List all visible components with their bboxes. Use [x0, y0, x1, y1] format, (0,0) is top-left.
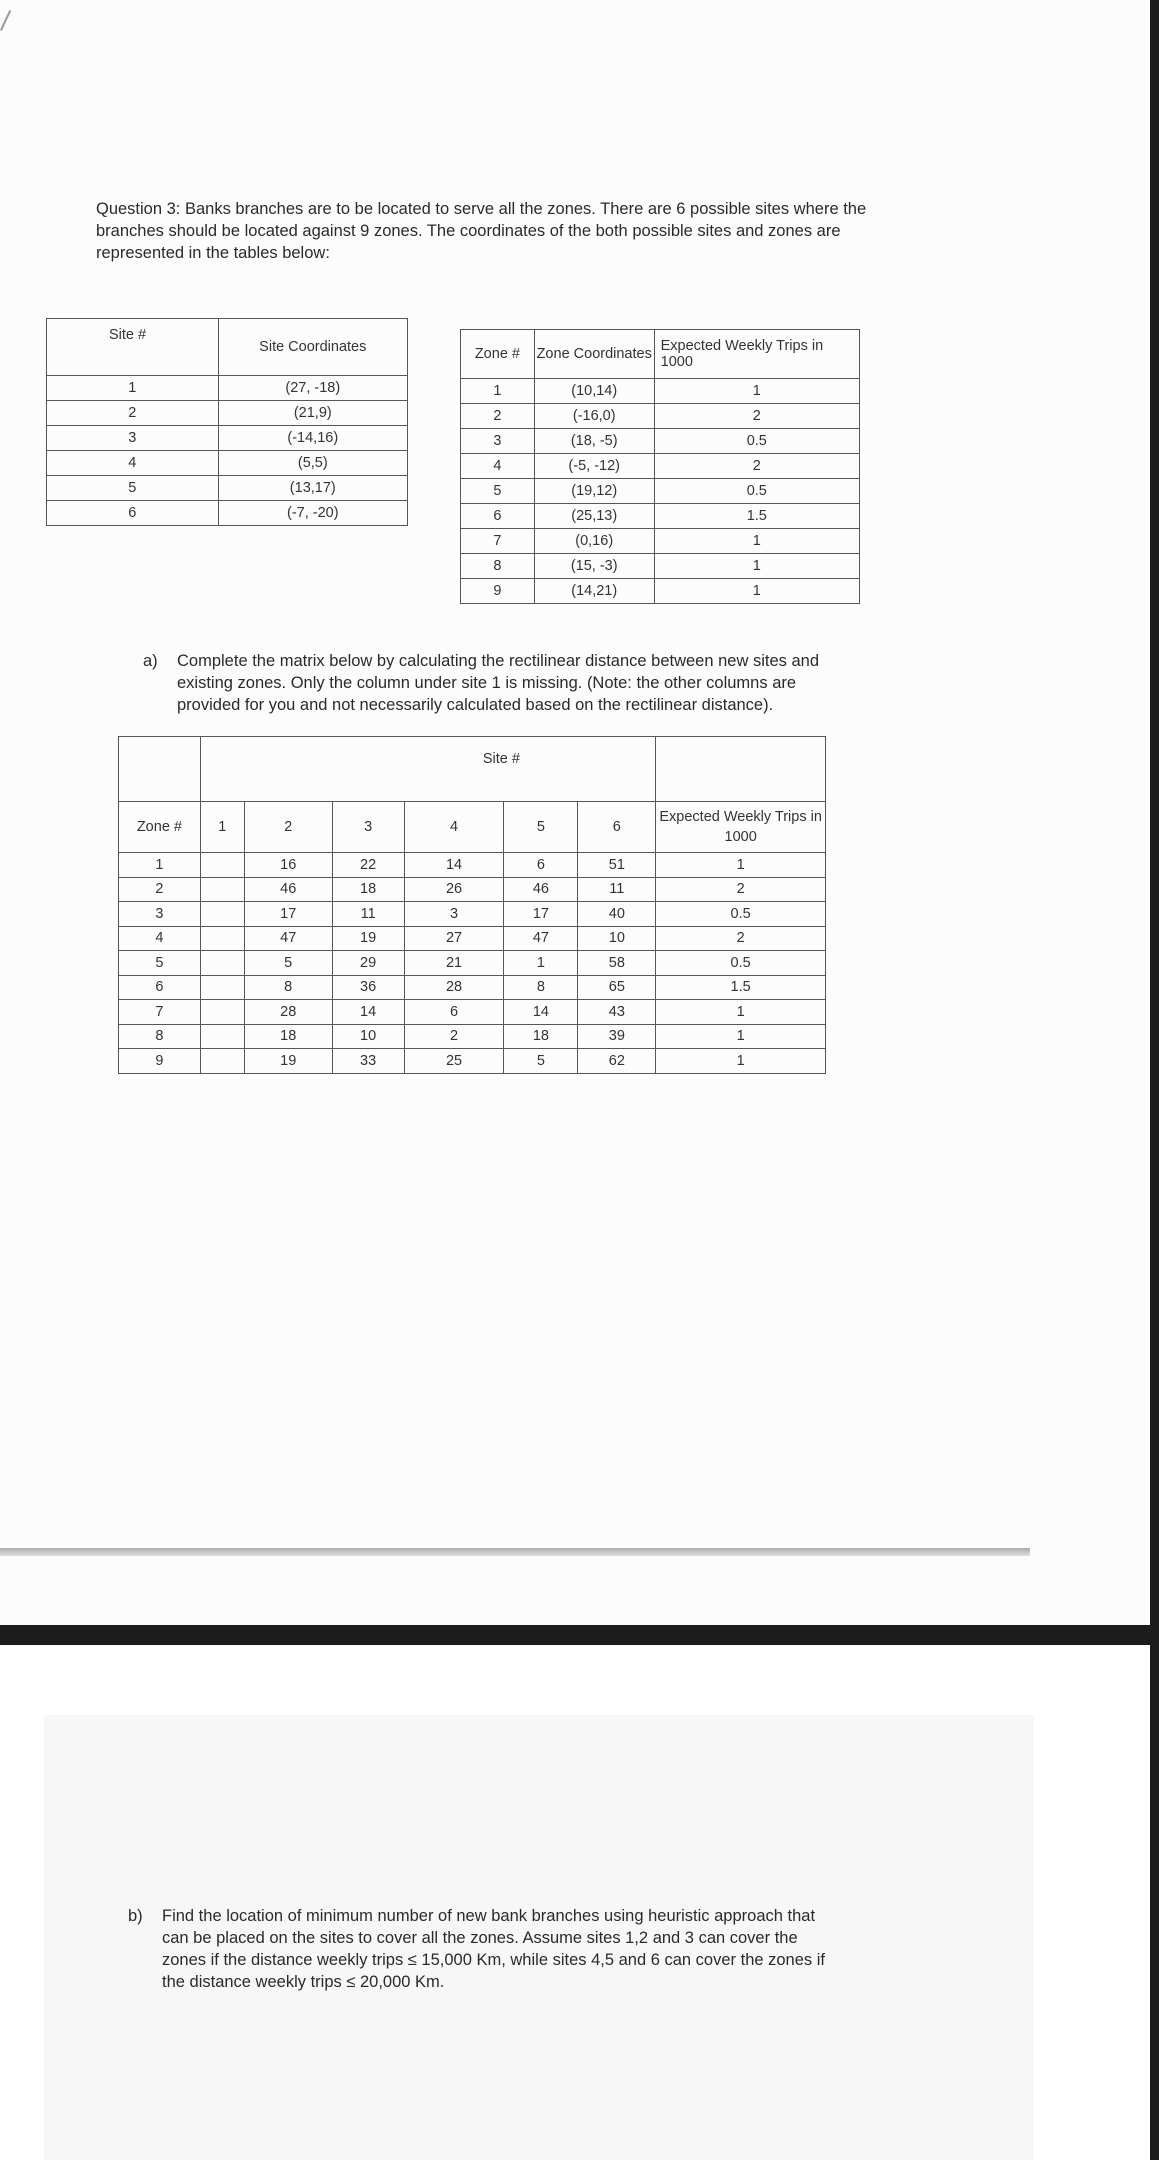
expected-trips: 1 [656, 853, 826, 878]
table-header-row [461, 330, 860, 379]
zone-number: 4 [119, 926, 201, 951]
distance-cell: 10 [332, 1024, 404, 1049]
zone-number: 6 [461, 504, 535, 529]
matrix-corner-cell [119, 737, 201, 802]
expected-trips: 0.5 [656, 902, 826, 927]
zone-number: 7 [119, 1000, 201, 1025]
distance-cell: 18 [332, 877, 404, 902]
distance-cell: 58 [578, 951, 656, 976]
site-number-header: Site # [47, 319, 219, 376]
site-coordinates: (27, -18) [218, 376, 407, 401]
table-header-row [119, 802, 826, 853]
distance-cell: 28 [244, 1000, 332, 1025]
distance-cell: 14 [332, 1000, 404, 1025]
table-row [461, 479, 860, 504]
distance-cell: 65 [578, 975, 656, 1000]
question-title: Question 3: Banks branches are to be located to serve all the zones. There are 6 possible sites where the branches should be located against 9 zones. The coordinates of the both possible sites and zones are represented in the tables below: [96, 200, 867, 262]
zone-number: 3 [461, 429, 535, 454]
distance-cell[interactable] [200, 1000, 244, 1025]
zone-number: 8 [119, 1024, 201, 1049]
distance-cell: 14 [504, 1000, 578, 1025]
part-b-label: b) [128, 1907, 143, 1925]
expected-trips-header: Expected Weekly Trips in 1000 [656, 802, 826, 853]
expected-trips: 2 [654, 454, 859, 479]
table-row [461, 404, 860, 429]
site-column-header: 5 [504, 802, 578, 853]
matrix-body [119, 853, 826, 1074]
distance-cell[interactable] [200, 853, 244, 878]
expected-trips: 1 [656, 1000, 826, 1025]
distance-cell: 51 [578, 853, 656, 878]
distance-cell: 6 [404, 1000, 504, 1025]
distance-cell: 27 [404, 926, 504, 951]
part-a-label: a) [143, 652, 158, 670]
site-coordinates: (-7, -20) [218, 501, 407, 526]
table-row [47, 451, 408, 476]
zone-number: 8 [461, 554, 535, 579]
distance-cell: 17 [504, 902, 578, 927]
zone-number: 5 [119, 951, 201, 976]
distance-cell: 5 [504, 1049, 578, 1074]
zone-number: 1 [119, 853, 201, 878]
distance-cell: 46 [504, 877, 578, 902]
distance-cell: 40 [578, 902, 656, 927]
zone-number: 7 [461, 529, 535, 554]
site-coordinates-header: Site Coordinates [218, 319, 407, 376]
site-number: 4 [47, 451, 219, 476]
distance-cell: 46 [244, 877, 332, 902]
expected-trips: 1 [656, 1024, 826, 1049]
table-row [461, 529, 860, 554]
distance-cell: 19 [332, 926, 404, 951]
distance-cell[interactable] [200, 877, 244, 902]
distance-cell: 17 [244, 902, 332, 927]
site-column-header: 6 [578, 802, 656, 853]
table-row [119, 853, 826, 878]
distance-cell: 18 [244, 1024, 332, 1049]
site-column-header: 1 [200, 802, 244, 853]
site-coordinates: (5,5) [218, 451, 407, 476]
distance-cell: 11 [578, 877, 656, 902]
table-row [461, 554, 860, 579]
site-column-header: 4 [404, 802, 504, 853]
table-row [47, 401, 408, 426]
distance-cell[interactable] [200, 1024, 244, 1049]
expected-trips: 1 [656, 1049, 826, 1074]
zone-number: 4 [461, 454, 535, 479]
distance-cell: 3 [404, 902, 504, 927]
zone-coordinates: (0,16) [534, 529, 654, 554]
table-row [119, 975, 826, 1000]
zone-coordinates: (25,13) [534, 504, 654, 529]
distance-cell: 10 [578, 926, 656, 951]
distance-cell: 18 [504, 1024, 578, 1049]
table-header-row [119, 737, 826, 802]
page-divider [0, 1625, 1159, 1645]
expected-trips: 0.5 [654, 429, 859, 454]
table-header-row [47, 319, 408, 376]
zone-number: 3 [119, 902, 201, 927]
part-b-text: Find the location of minimum number of new bank branches using heuristic approach that can be placed on the sites to cover all the zones. Assume sites 1,2 and 3 can cover the zones if the distance weekly trips ≤ 15,000 Km, while sites 4,5 and 6 can cover the zones if the distance weekly trips ≤ 20,000 Km. [162, 1907, 825, 1991]
expected-trips: 2 [656, 877, 826, 902]
expected-trips: 1.5 [654, 504, 859, 529]
table-row [47, 476, 408, 501]
distance-cell: 21 [404, 951, 504, 976]
expected-trips: 2 [656, 926, 826, 951]
site-number-header: Site # [200, 737, 655, 802]
distance-cell: 43 [578, 1000, 656, 1025]
table-row [461, 504, 860, 529]
distance-cell: 14 [404, 853, 504, 878]
zone-coordinates: (18, -5) [534, 429, 654, 454]
zone-number: 1 [461, 379, 535, 404]
part-a-text: Complete the matrix below by calculating the rectilinear distance between new sites and existing zones. Only the column under site 1 is missing. (Note: the other columns are provided for you and not necessarily calculated based on the rectilinear distance). [177, 652, 820, 714]
distance-cell: 62 [578, 1049, 656, 1074]
expected-trips: 2 [654, 404, 859, 429]
document-page-2 [0, 1645, 1150, 2160]
matrix-trips-blank-header [656, 737, 826, 802]
distance-cell[interactable] [200, 902, 244, 927]
distance-cell: 39 [578, 1024, 656, 1049]
site-column-header: 2 [244, 802, 332, 853]
table-row [119, 1049, 826, 1074]
sites-table [46, 318, 408, 526]
table-row [119, 1024, 826, 1049]
expected-trips: 1.5 [656, 975, 826, 1000]
table-row [461, 429, 860, 454]
distance-cell: 36 [332, 975, 404, 1000]
zone-coordinates: (15, -3) [534, 554, 654, 579]
distance-cell: 6 [504, 853, 578, 878]
zone-coordinates: (19,12) [534, 479, 654, 504]
distance-cell: 16 [244, 853, 332, 878]
expected-trips: 0.5 [656, 951, 826, 976]
distance-cell: 47 [244, 926, 332, 951]
distance-cell: 1 [504, 951, 578, 976]
distance-cell: 25 [404, 1049, 504, 1074]
distance-cell: 47 [504, 926, 578, 951]
zone-number: 9 [461, 579, 535, 604]
distance-cell: 8 [244, 975, 332, 1000]
distance-cell[interactable] [200, 975, 244, 1000]
zone-coordinates: (-16,0) [534, 404, 654, 429]
distance-cell: 33 [332, 1049, 404, 1074]
expected-trips: 1 [654, 379, 859, 404]
zone-coordinates-header: Zone Coordinates [534, 330, 654, 379]
site-column-header: 3 [332, 802, 404, 853]
zone-number: 9 [119, 1049, 201, 1074]
page-bottom-shadow [0, 1548, 1030, 1556]
table-row [461, 579, 860, 604]
site-number: 6 [47, 501, 219, 526]
distance-cell[interactable] [200, 1049, 244, 1074]
expected-trips: 1 [654, 579, 859, 604]
table-row [461, 454, 860, 479]
site-coordinates: (-14,16) [218, 426, 407, 451]
distance-cell: 26 [404, 877, 504, 902]
zone-number: 2 [119, 877, 201, 902]
zone-number: 5 [461, 479, 535, 504]
zone-number-header: Zone # [461, 330, 535, 379]
expected-trips: 1 [654, 529, 859, 554]
table-row [119, 877, 826, 902]
distance-cell: 29 [332, 951, 404, 976]
table-row [47, 376, 408, 401]
distance-cell: 5 [244, 951, 332, 976]
site-number: 5 [47, 476, 219, 501]
zone-coordinates: (10,14) [534, 379, 654, 404]
table-row [47, 501, 408, 526]
distance-cell: 22 [332, 853, 404, 878]
distance-cell: 2 [404, 1024, 504, 1049]
distance-cell: 28 [404, 975, 504, 1000]
table-row [119, 1000, 826, 1025]
page-right-edge [1150, 0, 1159, 2160]
table-row [461, 379, 860, 404]
table-row [119, 951, 826, 976]
distance-cell: 8 [504, 975, 578, 1000]
zones-table [460, 329, 860, 604]
expected-trips: 1 [654, 554, 859, 579]
expected-trips: 0.5 [654, 479, 859, 504]
site-number: 3 [47, 426, 219, 451]
site-number: 1 [47, 376, 219, 401]
zone-number: 2 [461, 404, 535, 429]
zone-number: 6 [119, 975, 201, 1000]
distance-cell[interactable] [200, 951, 244, 976]
zone-coordinates: (-5, -12) [534, 454, 654, 479]
expected-trips-header: Expected Weekly Trips in 1000 [654, 330, 859, 379]
table-row [119, 902, 826, 927]
table-row [119, 926, 826, 951]
part-a-question [143, 650, 863, 716]
site-coordinates: (21,9) [218, 401, 407, 426]
distance-cell: 19 [244, 1049, 332, 1074]
part-b-question [128, 1905, 828, 1993]
zone-coordinates: (14,21) [534, 579, 654, 604]
distance-matrix-table [118, 736, 826, 1074]
distance-cell: 11 [332, 902, 404, 927]
table-row [47, 426, 408, 451]
site-number: 2 [47, 401, 219, 426]
distance-cell[interactable] [200, 926, 244, 951]
zone-number-header: Zone # [119, 802, 201, 853]
site-coordinates: (13,17) [218, 476, 407, 501]
